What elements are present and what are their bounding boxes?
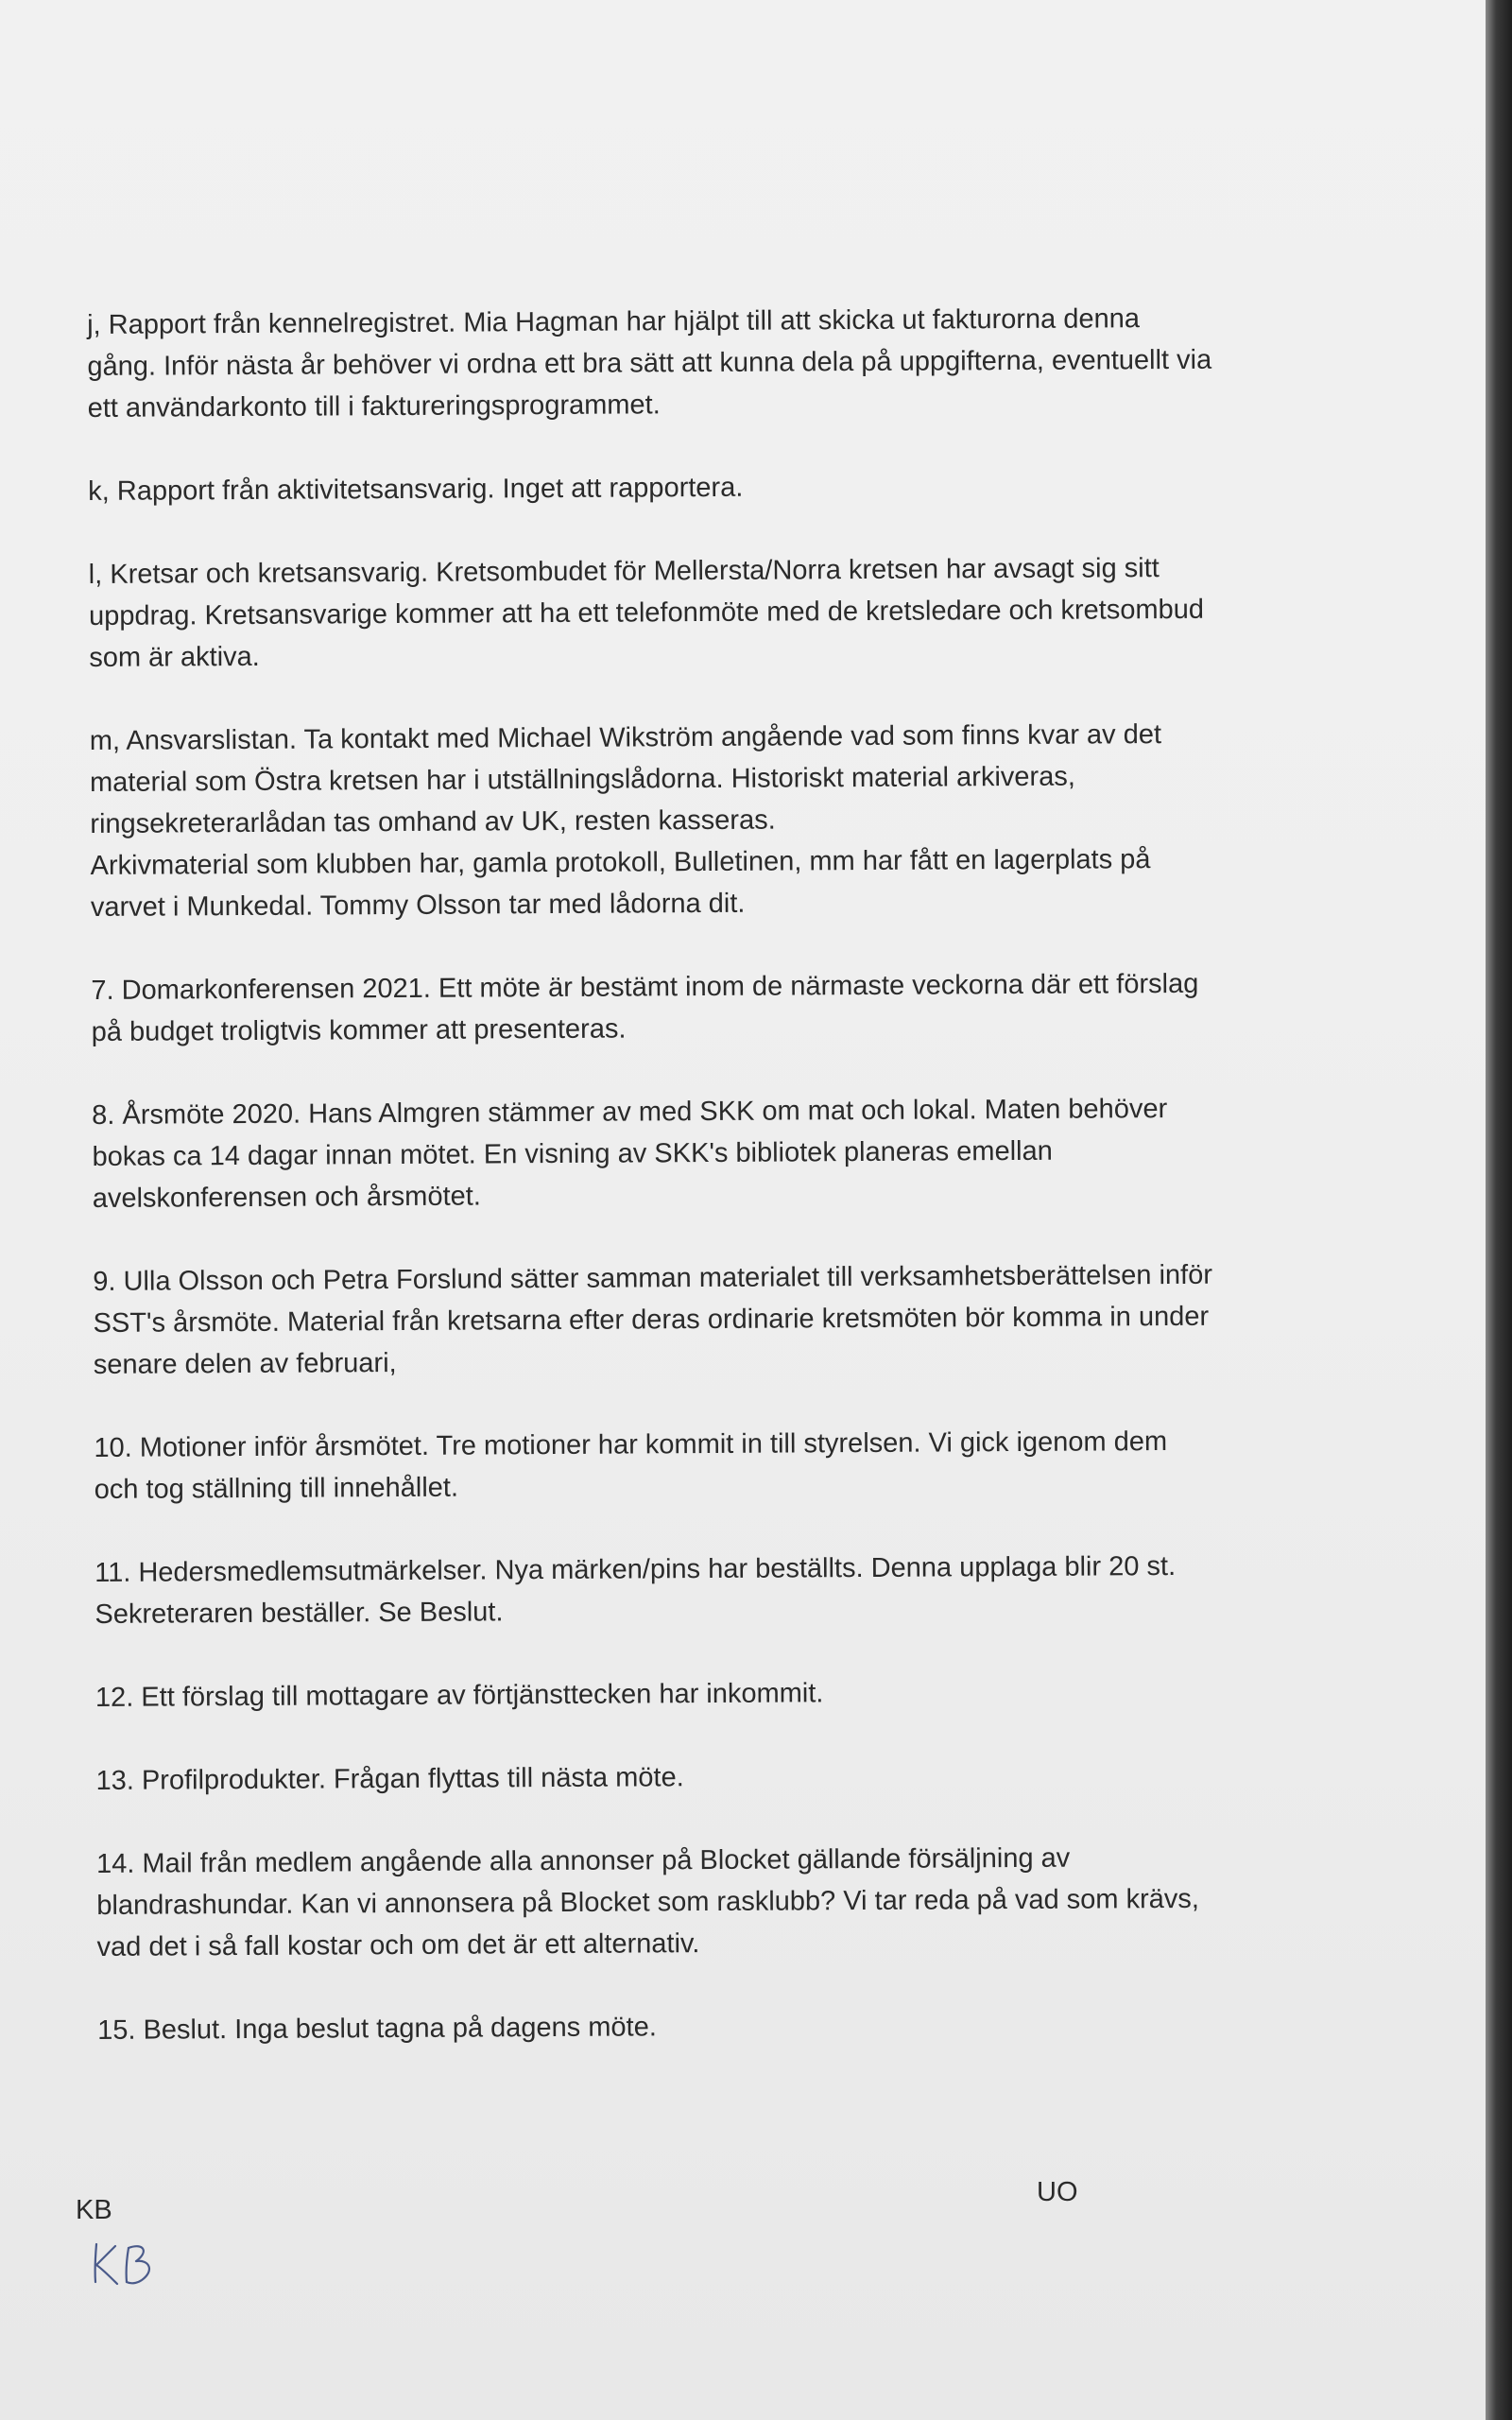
paragraph-9-verksamhetsberattelse: 9. Ulla Olsson och Petra Forslund sätter samman materialet till verksamhetsberättelsen inför SST's årsmöte. Material från kretsarna efter deras ordinarie kretsmöten bör komma in under senare delen av februari, [93,1259,1213,1380]
signature-initials-right: UO [1037,2177,1078,2207]
paragraph-k-aktivitet: k, Rapport från aktivitetsansvarig. Inget att rapportera. [88,472,744,507]
handwritten-signature [91,2237,166,2290]
paragraph-12-fortjansttecken: 12. Ett förslag till mottagare av förtjänsttecken har inkommit. [94,1678,824,1713]
paragraph-l-kretsar: l, Kretsar och kretsansvarig. Kretsombudet för Mellersta/Norra kretsen har avsagt sig sitt uppdrag. Kretsansvarige kommer att ha ett telefonmöte med de kretsledare och kretsombud som är aktiva. [88,553,1205,673]
page-edge-shadow [1486,0,1512,2420]
paragraph-m-ansvarslistan: m, Ansvarslistan. Ta kontakt med Michael Wikström angående vad som finns kvar av det material som Östra kretsen har i utställningslådorna. Historiskt material arkiveras, ringsekreterarlådan tas omhand av UK, resten kasseras. Arkivmaterial som klubben har, gamla protokoll, Bulletinen, mm har fått en lagerplats på varvet i Munkedal. Tommy Olsson tar med lådorna dit. [89,719,1162,923]
document-body [87,296,1421,2093]
paragraph-11-hedersmedlem: 11. Hedersmedlemsutmärkelser. Nya märken/pins har beställts. Denna upplaga blir 20 st. Sekreteraren beställer. Se Beslut. [94,1550,1177,1630]
signature-initials-left: KB [76,2195,112,2225]
paragraph-13-profilprodukter: 13. Profilprodukter. Frågan flyttas till nästa möte. [95,1762,684,1796]
paragraph-14-blocket: 14. Mail från medlem angående alla annonser på Blocket gällande försäljning av blandrashundar. Kan vi annonsera på Blocket som rasklubb? Vi tar reda på vad som krävs, vad det i så fall kostar och om det är ett alternativ. [95,1842,1200,1962]
paragraph-j-kennelregister: j, Rapport från kennelregistret. Mia Hagman har hjälpt till att skicka ut fakturorna denna gång. Inför nästa år behöver vi ordna ett bra sätt att kunna dela på uppgifterna, eventuellt via ett användarkonto till i faktureringsprogrammet. [87,303,1212,424]
paragraph-10-motioner: 10. Motioner inför årsmötet. Tre motioner har kommit in till styrelsen. Vi gick igenom dem och tog ställning till innehållet. [94,1426,1168,1505]
paragraph-7-domarkonferensen: 7. Domarkonferensen 2021. Ett möte är bestämt inom de närmaste veckorna där ett förslag på budget troligtvis kommer att presenteras. [91,968,1199,1047]
paragraph-8-arsmote: 8. Årsmöte 2020. Hans Almgren stämmer av med SKK om mat och lokal. Maten behöver bokas ca 14 dagar innan mötet. En visning av SKK's bibliotek planeras emellan avelskonferensen och årsmötet. [92,1094,1168,1214]
paragraph-15-beslut: 15. Beslut. Inga beslut tagna på dagens möte. [97,2012,657,2046]
